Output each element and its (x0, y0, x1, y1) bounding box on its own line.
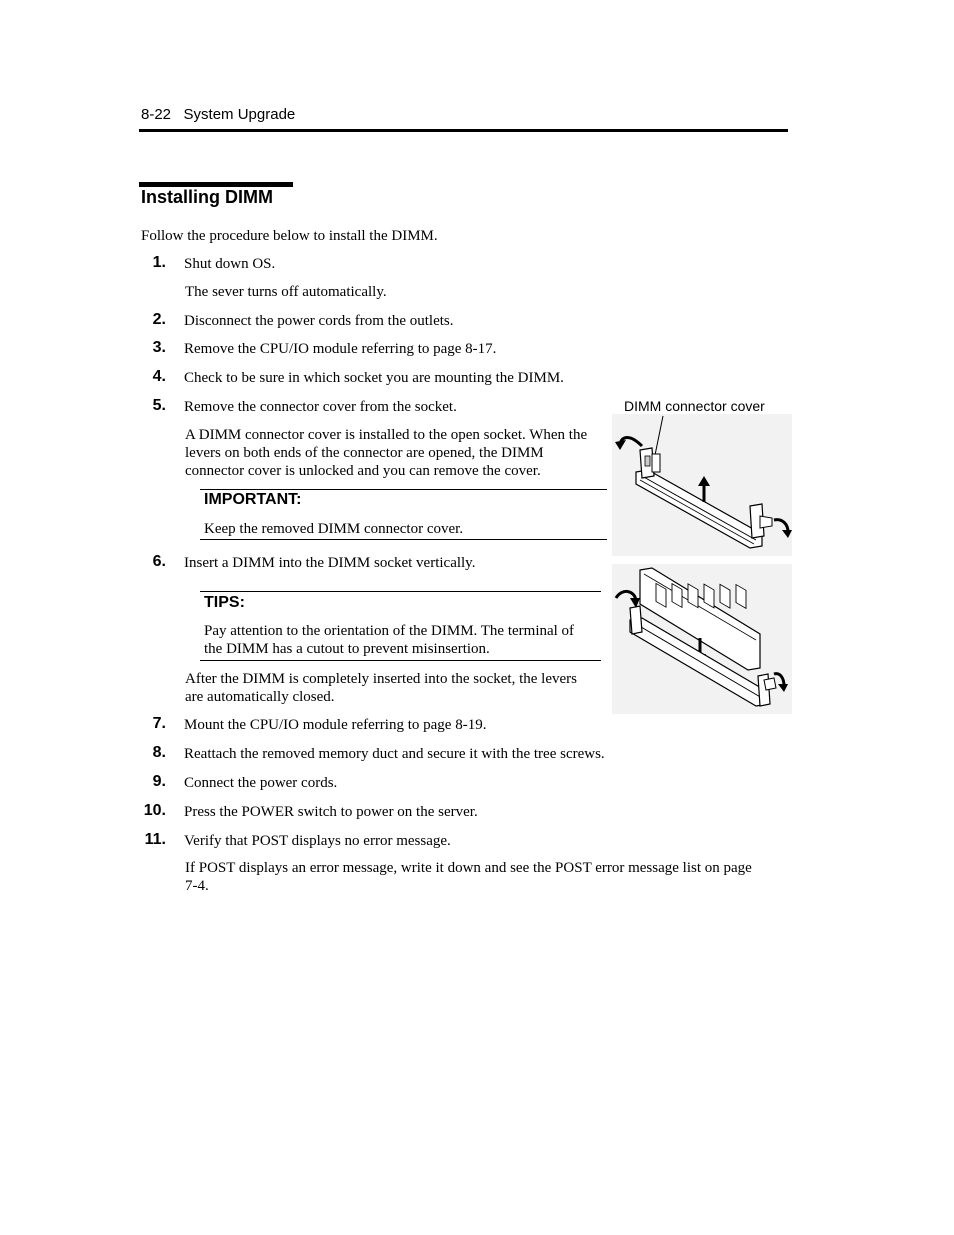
dimm-insertion-illustration (612, 564, 792, 714)
step-number: 11. (144, 831, 166, 848)
step-number: 3. (152, 339, 166, 356)
step-text: Shut down OS. (184, 256, 276, 272)
tips-top-rule (200, 591, 601, 592)
step-number: 7. (152, 715, 166, 732)
tips-title: TIPS: (204, 594, 245, 611)
step-number: 2. (152, 311, 166, 328)
step-text: Verify that POST displays no error message. (184, 833, 451, 849)
step-text: Check to be sure in which socket you are mounting the DIMM. (184, 370, 564, 386)
step-number: 10. (143, 802, 166, 819)
page-ref: 8-22 (141, 106, 172, 123)
important-text: Keep the removed DIMM connector cover. (204, 521, 464, 537)
step-subtext-line: If POST displays an error message, write it down and see the POST error message list on page (185, 860, 752, 876)
step-text: Insert a DIMM into the DIMM socket vertically. (184, 555, 476, 571)
dimm-connector-cover-illustration (612, 414, 792, 556)
tips-text-line: Pay attention to the orientation of the DIMM. The terminal of (204, 623, 575, 639)
tips-text-line: the DIMM has a cutout to prevent misinsertion. (204, 641, 490, 657)
important-bottom-rule (200, 539, 607, 540)
tips-bottom-rule (200, 660, 601, 661)
step-number: 1. (152, 254, 166, 271)
important-title: IMPORTANT: (204, 491, 302, 508)
step-subtext-line: levers on both ends of the connector are opened, the DIMM (185, 445, 544, 461)
section-title: Installing DIMM (141, 187, 273, 207)
step-subtext-line: connector cover is unlocked and you can remove the cover. (185, 463, 541, 479)
step-text: Connect the power cords. (184, 775, 338, 791)
running-header (141, 106, 295, 123)
figure-caption: DIMM connector cover (624, 398, 765, 414)
step-number: 6. (152, 553, 166, 570)
intro-text: Follow the procedure below to install the DIMM. (141, 228, 438, 244)
step-subtext-line: are automatically closed. (185, 689, 335, 705)
important-top-rule (200, 489, 607, 490)
step-text: Remove the connector cover from the socket. (184, 399, 457, 415)
step-number: 9. (152, 773, 166, 790)
step-subtext-line: A DIMM connector cover is installed to the open socket. When the (185, 427, 588, 443)
step-number: 8. (152, 744, 166, 761)
step-text: Disconnect the power cords from the outlets. (184, 313, 454, 329)
step-text: Reattach the removed memory duct and secure it with the tree screws. (184, 746, 605, 762)
step-number: 5. (152, 397, 166, 414)
step-text: Remove the CPU/IO module referring to page 8-17. (184, 341, 497, 357)
step-text: Press the POWER switch to power on the server. (184, 804, 478, 820)
header-rule (139, 129, 788, 132)
header-section: System Upgrade (183, 106, 296, 123)
step-subtext-line: 7-4. (185, 878, 209, 894)
step-subtext: The sever turns off automatically. (185, 284, 387, 300)
step-number: 4. (152, 368, 166, 385)
step-text: Mount the CPU/IO module referring to page 8-19. (184, 717, 487, 733)
step-subtext-line: After the DIMM is completely inserted into the socket, the levers (185, 671, 577, 687)
